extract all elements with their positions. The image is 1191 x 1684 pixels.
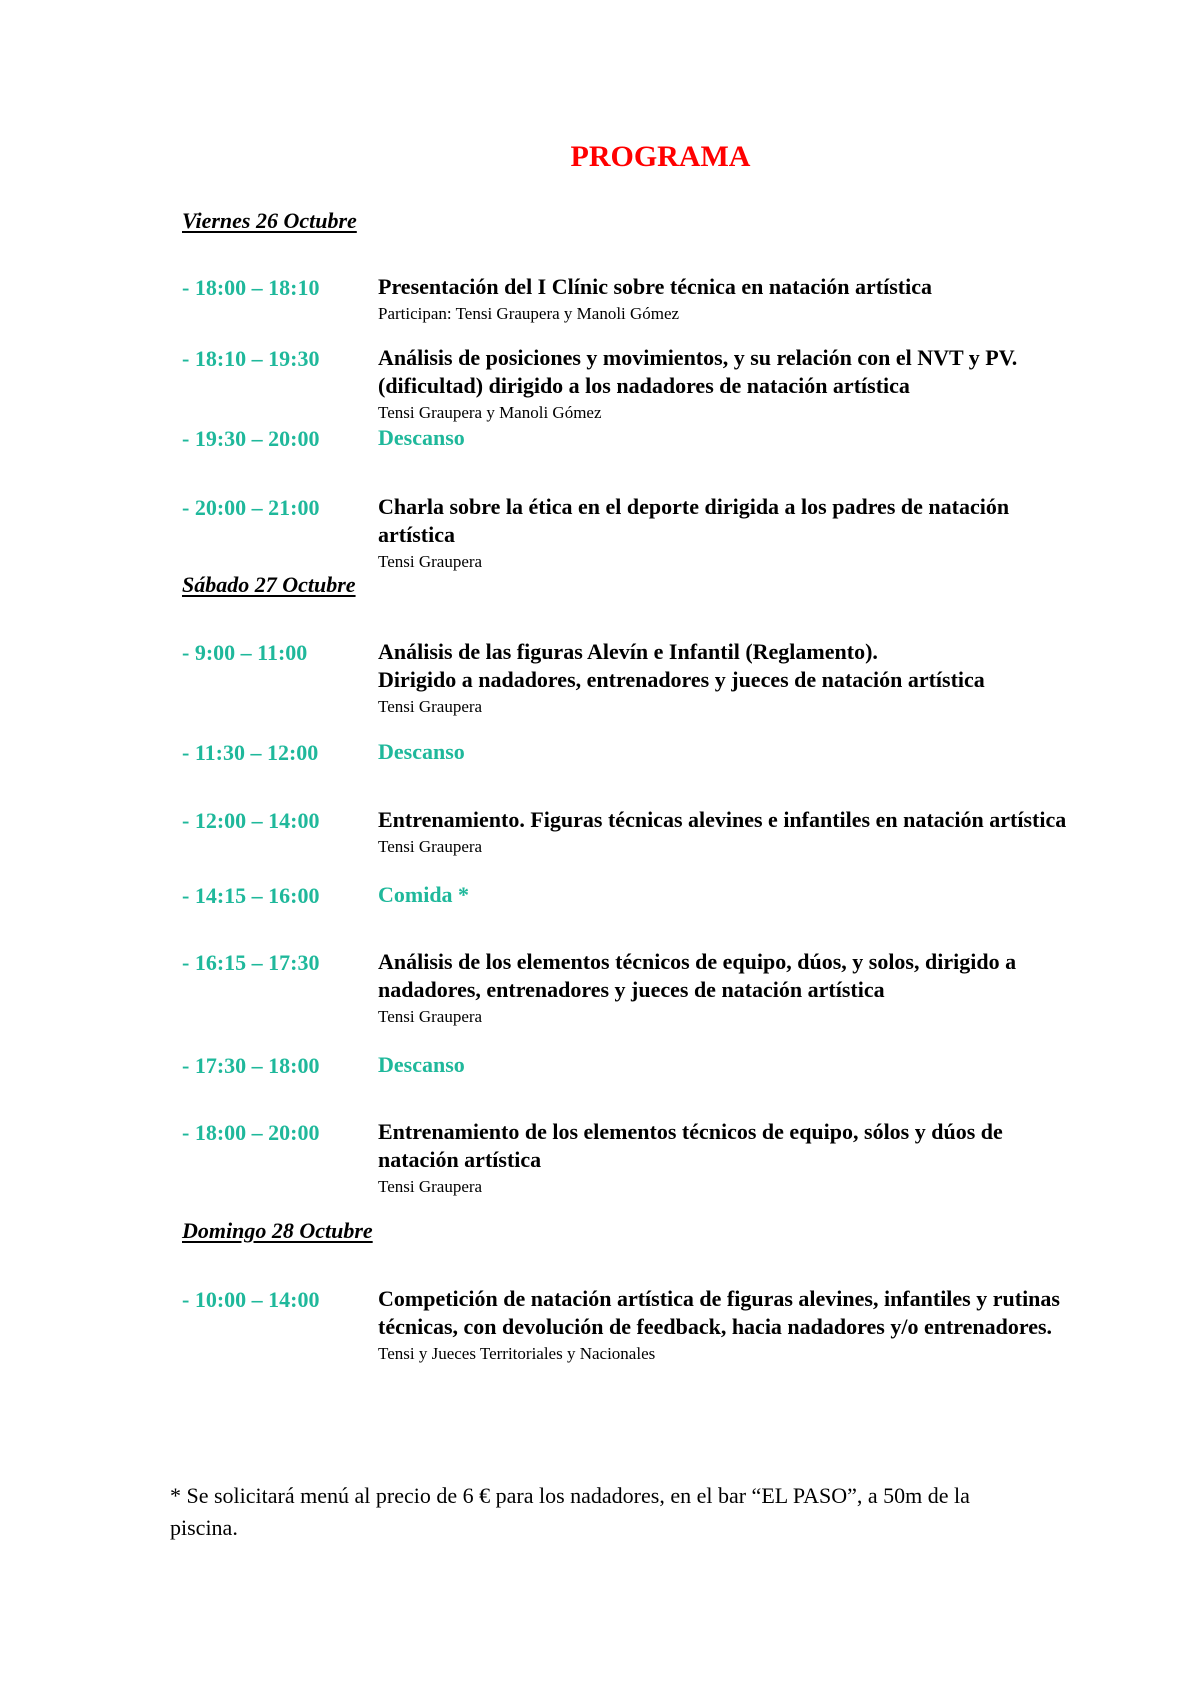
- time-slot: - 18:00 – 20:00: [182, 1120, 320, 1145]
- time-slot: - 16:15 – 17:30: [182, 950, 320, 975]
- activity-title: Charla sobre la ética en el deporte dirigida a los padres de natación: [378, 494, 1010, 519]
- time-slot: - 14:15 – 16:00: [182, 883, 320, 908]
- activity-title: Entrenamiento. Figuras técnicas alevines e infantiles en natación artística: [378, 807, 1067, 832]
- time-slot: - 20:00 – 21:00: [182, 495, 320, 520]
- activity-speakers: Tensi Graupera: [378, 552, 483, 571]
- activity-title-line2: natación artística: [378, 1147, 542, 1172]
- footnote: * Se solicitará menú al precio de 6 € para los nadadores, en el bar “EL PASO”, a 50m de la piscina.: [170, 1483, 970, 1540]
- time-slot: - 11:30 – 12:00: [182, 740, 319, 765]
- time-slot: - 10:00 – 14:00: [182, 1287, 320, 1312]
- activity-speakers: Tensi Graupera: [378, 1007, 483, 1026]
- activity-title: Presentación del I Clínic sobre técnica en natación artística: [378, 274, 933, 299]
- break-label: Descanso: [378, 739, 465, 764]
- time-slot: - 19:30 – 20:00: [182, 426, 320, 451]
- activity-title: Análisis de posiciones y movimientos, y su relación con el NVT y PV.: [378, 345, 1018, 370]
- time-slot: - 12:00 – 14:00: [182, 808, 320, 833]
- activity-title-line2: artística: [378, 522, 455, 547]
- time-slot: - 17:30 – 18:00: [182, 1053, 320, 1078]
- meal-label: Comida *: [378, 882, 470, 907]
- activity-speakers: Tensi Graupera: [378, 1177, 483, 1196]
- day-heading-viernes: Viernes 26 Octubre: [182, 208, 357, 233]
- time-slot: - 18:00 – 18:10: [182, 275, 320, 300]
- time-slot: - 18:10 – 19:30: [182, 346, 320, 371]
- day-heading-sabado: Sábado 27 Octubre: [182, 572, 356, 597]
- activity-title: Análisis de los elementos técnicos de equipo, dúos, y solos, dirigido a: [378, 949, 1017, 974]
- page-title: PROGRAMA: [570, 140, 751, 173]
- activity-title-line2: técnicas, con devolución de feedback, hacia nadadores y/o entrenadores.: [378, 1314, 1053, 1339]
- time-slot: - 9:00 – 11:00: [182, 640, 308, 665]
- activity-speakers: Tensi Graupera: [378, 697, 483, 716]
- activity-title: Competición de natación artística de figuras alevines, infantiles y rutinas: [378, 1286, 1060, 1311]
- break-label: Descanso: [378, 1052, 465, 1077]
- activity-title-line2: nadadores, entrenadores y jueces de natación artística: [378, 977, 885, 1002]
- activity-speakers: Tensi y Jueces Territoriales y Nacionales: [378, 1344, 656, 1363]
- activity-title-line2: (dificultad) dirigido a los nadadores de natación artística: [378, 373, 910, 398]
- activity-title: Análisis de las figuras Alevín e Infantil (Reglamento).: [378, 639, 878, 664]
- activity-speakers: Participan: Tensi Graupera y Manoli Gómez: [378, 304, 680, 323]
- activity-speakers: Tensi Graupera y Manoli Gómez: [378, 403, 602, 422]
- activity-title-line2: Dirigido a nadadores, entrenadores y jueces de natación artística: [378, 667, 985, 692]
- day-heading-domingo: Domingo 28 Octubre: [182, 1218, 373, 1243]
- activity-title: Entrenamiento de los elementos técnicos de equipo, sólos y dúos de: [378, 1119, 1003, 1144]
- break-label: Descanso: [378, 425, 465, 450]
- activity-speakers: Tensi Graupera: [378, 837, 483, 856]
